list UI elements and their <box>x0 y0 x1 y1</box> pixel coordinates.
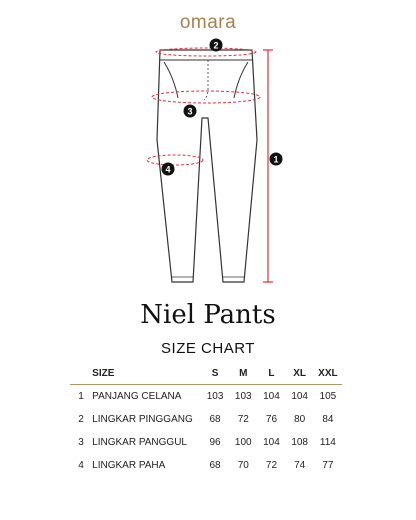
row-label: LINGKAR PINGGANG <box>92 414 193 425</box>
size-table <box>70 362 342 477</box>
row-value: 104 <box>263 391 280 402</box>
table-row <box>70 408 342 431</box>
chart-subtitle: SIZE CHART <box>161 340 255 357</box>
size-col-m: M <box>239 367 248 379</box>
row-value: 80 <box>294 414 306 425</box>
row-value: 68 <box>209 414 221 425</box>
svg-text:4: 4 <box>165 164 171 175</box>
table-row <box>70 431 342 454</box>
row-number: 3 <box>78 437 84 448</box>
row-value: 103 <box>234 391 252 402</box>
row-value: 74 <box>294 460 306 471</box>
row-value: 103 <box>206 391 224 402</box>
row-value: 84 <box>322 414 334 425</box>
marker-2 <box>210 39 223 52</box>
size-col-xl: XL <box>293 367 307 379</box>
svg-text:1: 1 <box>273 154 279 165</box>
row-label: LINGKAR PANGGUL <box>92 437 187 448</box>
marker-1 <box>270 153 283 166</box>
brand-logo: omara <box>179 12 237 33</box>
row-label: PANJANG CELANA <box>92 391 182 402</box>
size-col-l: L <box>268 367 275 379</box>
row-number: 1 <box>78 391 84 402</box>
row-value: 108 <box>291 437 308 448</box>
row-value: 77 <box>322 460 334 471</box>
product-title: Niel Pants <box>140 300 276 330</box>
svg-text:3: 3 <box>187 106 193 117</box>
row-value: 104 <box>263 437 280 448</box>
row-value: 72 <box>265 460 278 471</box>
size-header-row <box>70 362 342 385</box>
svg-text:2: 2 <box>213 40 219 51</box>
row-number: 2 <box>78 414 84 425</box>
row-value: 96 <box>209 437 221 448</box>
size-col-s: S <box>211 367 219 379</box>
row-value: 105 <box>319 391 337 402</box>
table-row <box>70 454 342 477</box>
row-value: 104 <box>291 391 308 402</box>
marker-3 <box>184 105 197 118</box>
row-label: LINGKAR PAHA <box>92 460 166 471</box>
row-value: 114 <box>319 437 336 448</box>
marker-4 <box>162 163 175 176</box>
size-header: SIZE <box>92 367 115 379</box>
row-value: 68 <box>209 460 221 471</box>
row-value: 72 <box>237 414 249 425</box>
row-value: 100 <box>234 437 252 448</box>
size-col-xxl: XXL <box>318 367 338 379</box>
table-row <box>70 385 342 409</box>
row-number: 4 <box>78 460 84 471</box>
row-value: 76 <box>265 414 278 425</box>
row-value: 70 <box>237 460 249 471</box>
